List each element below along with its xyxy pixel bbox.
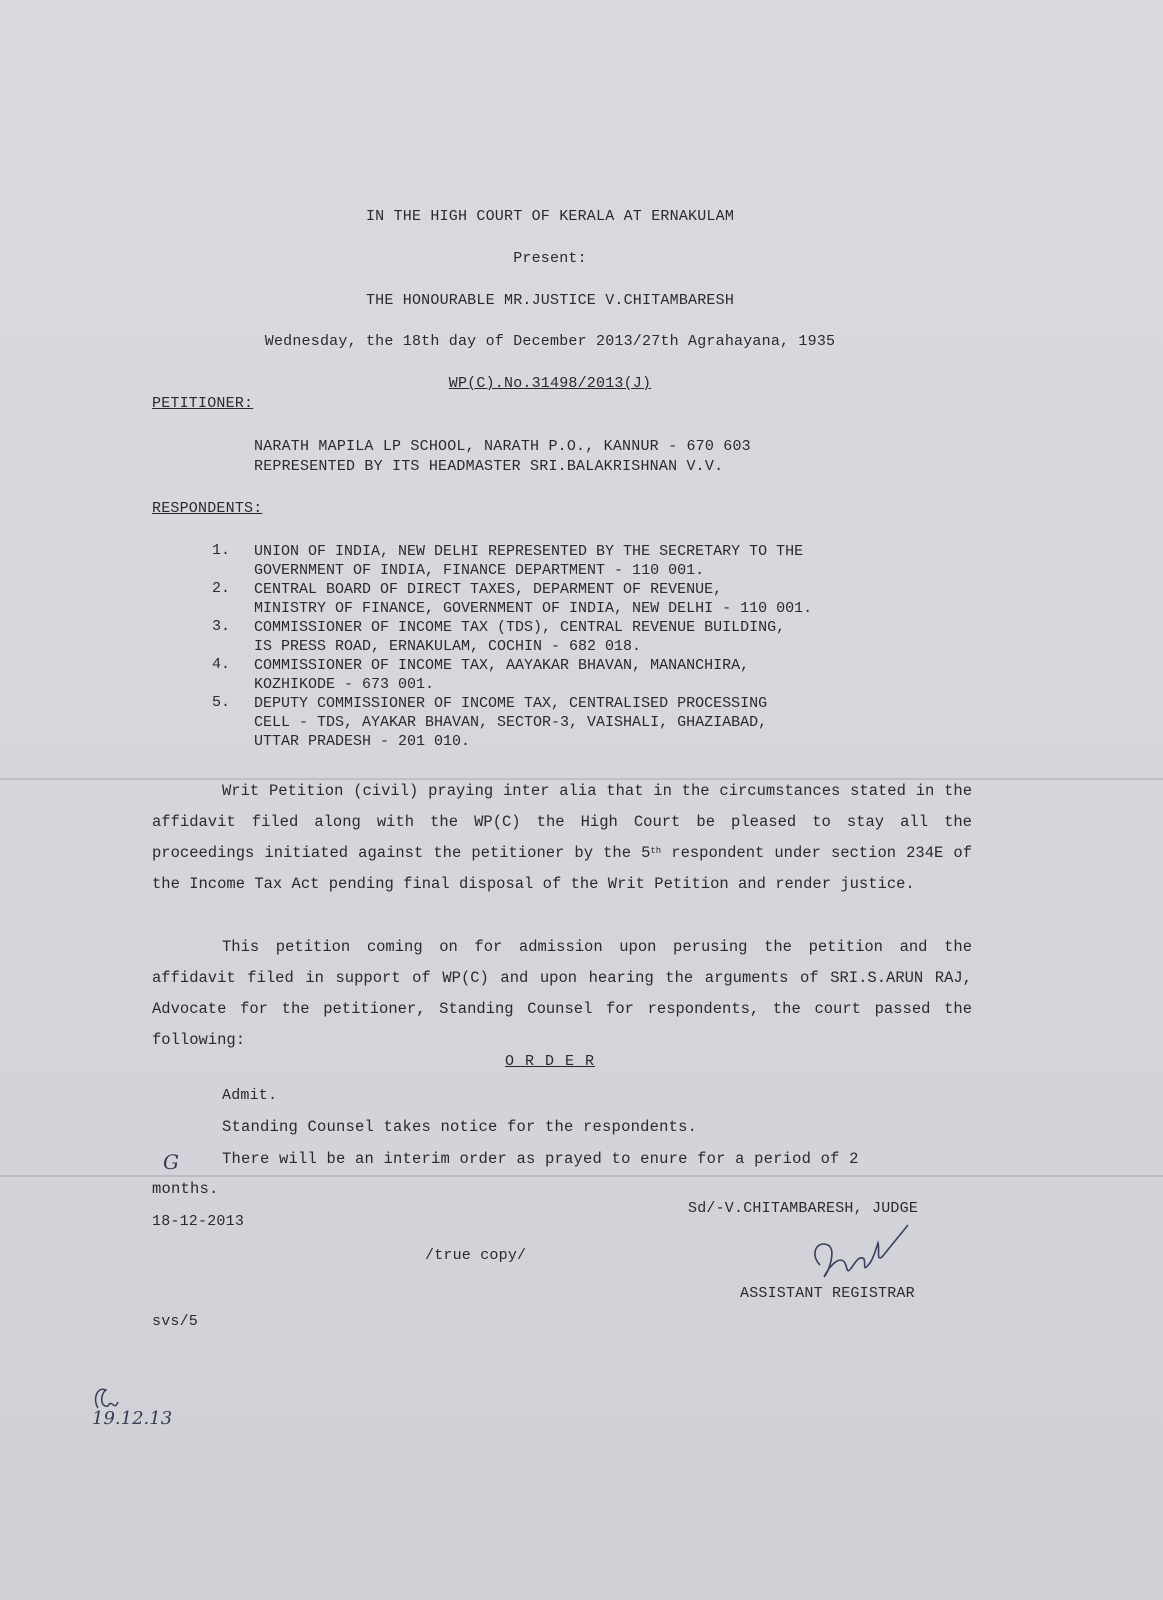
petitioner-line: REPRESENTED BY ITS HEADMASTER SRI.BALAKRISHNAN V.V.	[254, 458, 724, 475]
respondent-number: 1.	[212, 542, 231, 559]
respondents-heading: RESPONDENTS:	[152, 500, 263, 517]
reference-code: svs/5	[152, 1313, 199, 1330]
respondent-number: 2.	[212, 580, 231, 597]
ordinal-suffix: th	[650, 846, 662, 856]
prayer-paragraph	[152, 776, 972, 900]
respondent-line: UTTAR PRADESH - 201 010.	[254, 733, 471, 750]
fold-line	[0, 1175, 1163, 1177]
handwritten-date-image	[90, 1378, 190, 1428]
present-label: Present:	[513, 250, 587, 267]
order-heading: O R D E R	[504, 1053, 595, 1070]
respondent-item	[254, 656, 749, 694]
respondent-line: UNION OF INDIA, NEW DELHI REPRESENTED BY THE SECRETARY TO THE	[254, 543, 804, 560]
petitioner-heading: PETITIONER:	[152, 395, 254, 412]
respondent-line: COMMISSIONER OF INCOME TAX, AAYAKAR BHAVAN, MANANCHIRA,	[254, 657, 750, 674]
judge-signature-line: Sd/-V.CHITAMBARESH, JUDGE	[688, 1200, 919, 1217]
initials-mark: G	[163, 1150, 179, 1174]
svg-text:19.12.13: 19.12.13	[92, 1408, 173, 1428]
registrar-label: ASSISTANT REGISTRAR	[740, 1285, 915, 1302]
order-notice: Standing Counsel takes notice for the respondents.	[222, 1118, 698, 1136]
respondent-line: IS PRESS ROAD, ERNAKULAM, COCHIN - 682 018.	[254, 638, 642, 655]
respondent-item	[254, 618, 785, 656]
order-admit: Admit.	[222, 1087, 278, 1104]
handwritten-date	[90, 1378, 190, 1434]
respondent-number: 5.	[212, 694, 231, 711]
respondent-line: COMMISSIONER OF INCOME TAX (TDS), CENTRAL REVENUE BUILDING,	[254, 619, 786, 636]
court-title: IN THE HIGH COURT OF KERALA AT ERNAKULAM	[365, 208, 735, 225]
date-line: Wednesday, the 18th day of December 2013/27th Agrahayana, 1935	[264, 333, 836, 350]
prayer-text: Writ Petition (civil) praying inter alia that in the circumstances stated in the affidavit filed along with the WP(C) the High Court be pleased to stay all the proceedings initiated against the petitioner by the 5	[152, 782, 972, 862]
respondent-line: GOVERNMENT OF INDIA, FINANCE DEPARTMENT - 110 001.	[254, 562, 705, 579]
true-copy-label: /true copy/	[425, 1247, 527, 1264]
order-interim: months.	[152, 1180, 219, 1198]
respondent-item	[254, 694, 767, 751]
judge-name: THE HONOURABLE MR.JUSTICE V.CHITAMBARESH	[365, 292, 735, 309]
petitioner-line: NARATH MAPILA LP SCHOOL, NARATH P.O., KANNUR - 670 603	[254, 438, 751, 455]
order-interim: There will be an interim order as prayed to enure for a period of 2	[222, 1150, 859, 1168]
registrar-signature	[790, 1215, 910, 1295]
respondent-line: MINISTRY OF FINANCE, GOVERNMENT OF INDIA, NEW DELHI - 110 001.	[254, 600, 813, 617]
respondent-item	[254, 542, 803, 580]
order-date: 18-12-2013	[152, 1213, 245, 1230]
case-number: WP(C).No.31498/2013(J)	[448, 375, 652, 392]
respondent-line: CENTRAL BOARD OF DIRECT TAXES, DEPARMENT OF REVENUE,	[254, 581, 723, 598]
respondent-item	[254, 580, 812, 618]
prayer-text: respondent under section 234E of the Income Tax Act pending final disposal of the Writ Petition and render justice.	[152, 844, 973, 893]
respondent-number: 4.	[212, 656, 231, 673]
respondent-line: KOZHIKODE - 673 001.	[254, 676, 435, 693]
respondent-line: DEPUTY COMMISSIONER OF INCOME TAX, CENTRALISED PROCESSING	[254, 695, 768, 712]
respondent-line: CELL - TDS, AYAKAR BHAVAN, SECTOR-3, VAISHALI, GHAZIABAD,	[254, 714, 768, 731]
hearing-paragraph: This petition coming on for admission upon perusing the petition and the affidavit filed in support of WP(C) and upon hearing the arguments of SRI.S.ARUN RAJ, Advocate for the petitioner, Standing Counsel for respondents, the court passed the following:	[152, 938, 972, 1049]
respondent-number: 3.	[212, 618, 231, 635]
